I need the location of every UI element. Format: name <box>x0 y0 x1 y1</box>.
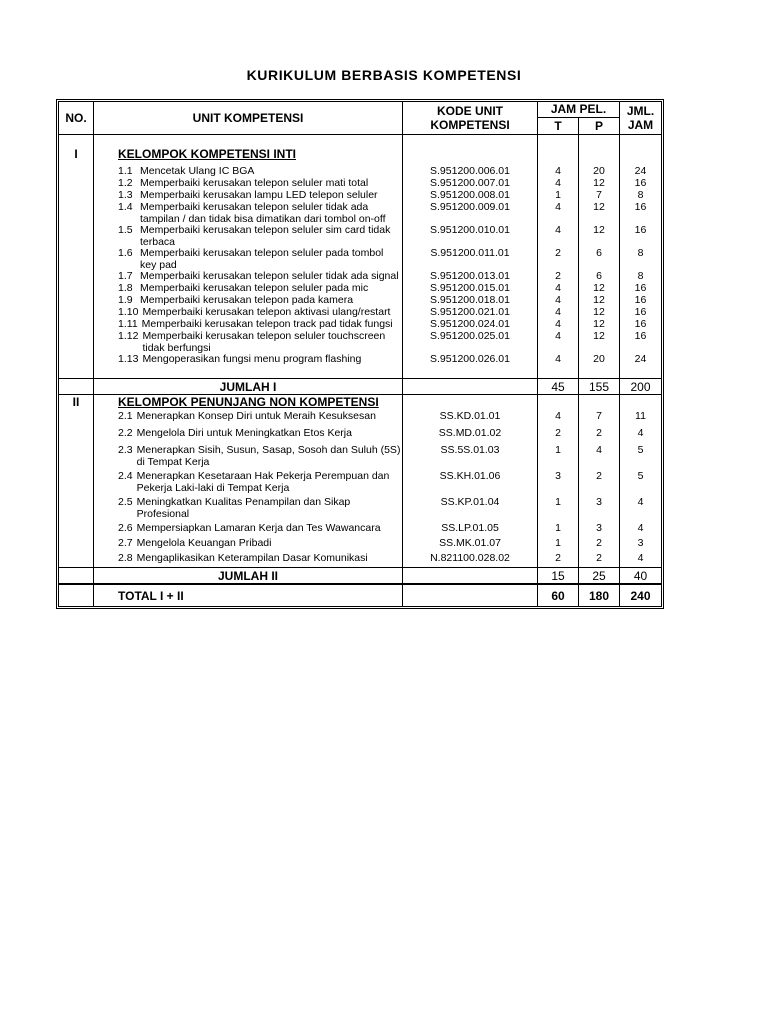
hours-total: 5 <box>637 444 644 456</box>
subtotal-total: 40 <box>620 567 661 584</box>
unit-cell <box>94 553 403 565</box>
empty-cell <box>403 567 538 584</box>
hours-practice: 7 <box>579 190 620 202</box>
section-title: KELOMPOK PENUNJANG NON KOMPETENSI <box>118 395 379 409</box>
table-row <box>59 497 661 520</box>
unit-code: S.951200.025.01 <box>403 331 538 354</box>
table-header-row <box>59 102 661 135</box>
header-kode: KODE UNIT KOMPETENSI <box>403 102 538 135</box>
unit-code: SS.KP.01.04 <box>403 497 538 520</box>
unit-code: SS.MK.01.07 <box>403 538 538 550</box>
hours-practice: 12 <box>579 319 620 331</box>
hours-total: 4 <box>637 552 644 564</box>
table-row <box>59 445 661 468</box>
unit-cell <box>94 471 403 494</box>
unit-description: Memperbaiki kerusakan lampu LED telepon seluler <box>140 189 378 201</box>
unit-description: Memperbaiki kerusakan telepon seluler pada mic <box>140 282 369 294</box>
unit-code: SS.KD.01.01 <box>403 411 538 423</box>
hours-practice: 12 <box>579 295 620 307</box>
table-row <box>59 225 661 248</box>
unit-number: 1.9 <box>118 294 133 306</box>
empty-cell <box>59 523 94 535</box>
unit-code: S.951200.006.01 <box>403 166 538 178</box>
spacer-cell <box>579 366 620 378</box>
spacer-cell <box>579 135 620 147</box>
hours-practice: 2 <box>579 471 620 494</box>
unit-number: 1.2 <box>118 177 133 189</box>
hours-total: 16 <box>634 294 647 306</box>
empty-cell <box>59 202 94 225</box>
unit-description: Mempersiapkan Lamaran Kerja dan Tes Wawancara <box>136 522 381 534</box>
unit-number: 1.1 <box>118 165 133 177</box>
hours-total: 3 <box>637 537 644 549</box>
empty-cell <box>59 331 94 354</box>
unit-cell <box>94 354 403 366</box>
hours-total: 16 <box>634 177 647 189</box>
hours-theory: 2 <box>538 248 579 271</box>
hours-theory: 4 <box>538 283 579 295</box>
table-row <box>59 471 661 494</box>
spacer-cell <box>94 135 403 147</box>
subtotal-row <box>59 378 661 395</box>
empty-cell <box>59 178 94 190</box>
section-number: I <box>59 147 94 161</box>
grand-total-label: TOTAL I + II <box>94 584 403 606</box>
unit-cell <box>94 428 403 440</box>
hours-theory: 1 <box>538 497 579 520</box>
unit-description: Memperbaiki kerusakan telepon track pad tidak fungsi <box>141 318 393 330</box>
unit-number: 1.12 <box>118 330 139 342</box>
hours-theory: 1 <box>538 538 579 550</box>
hours-theory: 4 <box>538 354 579 366</box>
empty-cell <box>59 295 94 307</box>
subtotal-theory: 15 <box>538 567 579 584</box>
hours-total: 4 <box>637 496 644 508</box>
unit-number: 2.8 <box>118 552 133 564</box>
spacer-cell <box>538 366 579 378</box>
hours-total: 5 <box>637 470 644 482</box>
unit-code: SS.5S.01.03 <box>403 445 538 468</box>
table-row <box>59 248 661 271</box>
unit-description: Menerapkan Kesetaraan Hak Pekerja Perempuan dan Pekerja Laki-laki di Tempat Kerja <box>136 470 390 494</box>
hours-practice: 12 <box>579 307 620 319</box>
unit-code: S.951200.013.01 <box>403 271 538 283</box>
hours-theory: 4 <box>538 202 579 225</box>
unit-description: Menerapkan Sisih, Susun, Sasap, Sosoh dan Suluh (5S) di Tempat Kerja <box>136 444 401 468</box>
table-row <box>59 411 661 423</box>
empty-cell <box>59 378 94 395</box>
hours-theory: 4 <box>538 331 579 354</box>
unit-description: Mengaplikasikan Keterampilan Dasar Komunikasi <box>136 552 368 564</box>
hours-practice: 3 <box>579 497 620 520</box>
empty-cell <box>59 445 94 468</box>
spacer-row <box>59 366 661 378</box>
header-no: NO. <box>59 102 94 135</box>
unit-description: Memperbaiki kerusakan telepon seluler pada tombol key pad <box>140 247 384 271</box>
hours-theory: 1 <box>538 523 579 535</box>
table-row <box>59 428 661 440</box>
unit-code: S.951200.018.01 <box>403 295 538 307</box>
unit-number: 2.5 <box>118 496 133 508</box>
unit-number: 1.4 <box>118 201 133 213</box>
unit-description: Mengelola Keuangan Pribadi <box>136 537 272 549</box>
hours-theory: 4 <box>538 319 579 331</box>
header-jam-pel-label: JAM PEL. <box>538 102 619 118</box>
unit-cell <box>94 202 403 225</box>
unit-description: Memperbaiki kerusakan telepon seluler sim card tidak terbaca <box>140 224 391 248</box>
subtotal-label: JUMLAH I <box>94 378 403 395</box>
unit-code: S.951200.010.01 <box>403 225 538 248</box>
unit-number: 1.6 <box>118 247 133 259</box>
empty-cell <box>59 584 94 606</box>
hours-total: 24 <box>634 165 647 177</box>
hours-total: 11 <box>635 410 646 422</box>
subtotal-practice: 25 <box>579 567 620 584</box>
curriculum-table <box>56 99 664 609</box>
hours-total: 4 <box>637 522 644 534</box>
hours-theory: 1 <box>538 190 579 202</box>
grand-total-row <box>59 584 661 606</box>
empty-cell <box>59 319 94 331</box>
hours-total: 4 <box>637 427 644 439</box>
spacer-cell <box>403 135 538 147</box>
header-t: T <box>538 118 579 134</box>
empty-cell <box>538 395 579 409</box>
hours-total: 16 <box>634 282 647 294</box>
empty-cell <box>59 190 94 202</box>
empty-cell <box>403 378 538 395</box>
table-row <box>59 553 661 565</box>
hours-practice: 6 <box>579 248 620 271</box>
unit-description: Mengelola Diri untuk Meningkatkan Etos Kerja <box>136 427 352 439</box>
unit-description: Mencetak Ulang IC BGA <box>140 165 255 177</box>
spacer-row <box>59 135 661 147</box>
table-row <box>59 354 661 366</box>
hours-theory: 3 <box>538 471 579 494</box>
unit-cell <box>94 445 403 468</box>
table-row <box>59 202 661 225</box>
unit-description: Mengoperasikan fungsi menu program flashing <box>142 353 362 365</box>
empty-cell <box>59 471 94 494</box>
section-number: II <box>59 395 94 409</box>
hours-practice: 3 <box>579 523 620 535</box>
hours-total: 8 <box>637 247 644 259</box>
unit-number: 1.5 <box>118 224 133 236</box>
unit-description: Meningkatkan Kualitas Penampilan dan Sikap Profesional <box>136 496 351 520</box>
unit-description: Memperbaiki kerusakan telepon seluler tidak ada signal <box>140 270 399 282</box>
unit-number: 1.8 <box>118 282 133 294</box>
grand-total-hours: 240 <box>620 584 661 606</box>
hours-practice: 6 <box>579 271 620 283</box>
hours-practice: 2 <box>579 428 620 440</box>
unit-cell <box>94 331 403 354</box>
hours-total: 24 <box>634 353 647 365</box>
hours-theory: 1 <box>538 445 579 468</box>
table-row <box>59 523 661 535</box>
hours-practice: 20 <box>579 354 620 366</box>
empty-cell <box>59 166 94 178</box>
spacer-cell <box>94 366 403 378</box>
header-jam-pel <box>538 102 620 135</box>
unit-code: S.951200.021.01 <box>403 307 538 319</box>
unit-number: 2.4 <box>118 470 133 482</box>
empty-cell <box>620 395 661 409</box>
section-title-cell <box>94 395 403 409</box>
subtotal-row <box>59 567 661 584</box>
unit-code: S.951200.026.01 <box>403 354 538 366</box>
hours-theory: 2 <box>538 553 579 565</box>
unit-number: 2.7 <box>118 537 133 549</box>
hours-total: 16 <box>634 306 647 318</box>
unit-cell <box>94 497 403 520</box>
empty-cell <box>59 538 94 550</box>
hours-theory: 2 <box>538 271 579 283</box>
subtotal-total: 200 <box>620 378 661 395</box>
spacer-cell <box>403 366 538 378</box>
unit-number: 2.2 <box>118 427 133 439</box>
empty-cell <box>620 147 661 161</box>
hours-practice: 7 <box>579 411 620 423</box>
document-title: KURIKULUM BERBASIS KOMPETENSI <box>246 67 522 83</box>
spacer-cell <box>59 366 94 378</box>
section-title: KELOMPOK KOMPETENSI INTI <box>118 147 297 161</box>
empty-cell <box>59 411 94 423</box>
unit-code: S.951200.015.01 <box>403 283 538 295</box>
section-row <box>59 147 661 161</box>
unit-number: 1.13 <box>118 353 139 365</box>
empty-cell <box>579 147 620 161</box>
hours-theory: 4 <box>538 166 579 178</box>
section-row <box>59 395 661 409</box>
table-row <box>59 331 661 354</box>
hours-total: 16 <box>634 201 647 213</box>
hours-theory: 4 <box>538 225 579 248</box>
hours-total: 8 <box>637 270 644 282</box>
unit-description: Menerapkan Konsep Diri untuk Meraih Kesuksesan <box>136 410 376 422</box>
subtotal-theory: 45 <box>538 378 579 395</box>
section-title-cell <box>94 147 403 161</box>
spacer-cell <box>620 135 661 147</box>
unit-number: 2.1 <box>118 410 133 422</box>
unit-description: Memperbaiki kerusakan telepon seluler tidak ada tampilan / dan tidak bisa dimatikan dari tombol on-off <box>140 201 386 225</box>
hours-practice: 12 <box>579 202 620 225</box>
hours-practice: 12 <box>579 178 620 190</box>
unit-number: 1.7 <box>118 270 133 282</box>
unit-code: N.821100.028.02 <box>403 553 538 565</box>
hours-theory: 4 <box>538 411 579 423</box>
unit-cell <box>94 411 403 423</box>
hours-practice: 4 <box>579 445 620 468</box>
hours-theory: 4 <box>538 295 579 307</box>
empty-cell <box>59 248 94 271</box>
hours-theory: 4 <box>538 178 579 190</box>
empty-cell <box>59 497 94 520</box>
unit-cell <box>94 248 403 271</box>
unit-cell <box>94 538 403 550</box>
unit-cell <box>94 523 403 535</box>
hours-theory: 2 <box>538 428 579 440</box>
hours-total: 16 <box>634 318 647 330</box>
hours-practice: 2 <box>579 538 620 550</box>
header-unit: UNIT KOMPETENSI <box>94 102 403 135</box>
hours-theory: 4 <box>538 307 579 319</box>
table-row <box>59 538 661 550</box>
unit-number: 1.3 <box>118 189 133 201</box>
spacer-cell <box>59 135 94 147</box>
header-jml-jam: JML. JAM <box>620 102 661 135</box>
empty-cell <box>403 147 538 161</box>
hours-practice: 12 <box>579 331 620 354</box>
unit-code: S.951200.009.01 <box>403 202 538 225</box>
unit-code: SS.KH.01.06 <box>403 471 538 494</box>
empty-cell <box>579 395 620 409</box>
unit-description: Memperbaiki kerusakan telepon aktivasi ulang/restart <box>142 306 391 318</box>
hours-practice: 20 <box>579 166 620 178</box>
header-p: P <box>594 119 603 133</box>
empty-cell <box>59 567 94 584</box>
empty-cell <box>403 584 538 606</box>
empty-cell <box>59 283 94 295</box>
unit-description: Memperbaiki kerusakan telepon seluler touchscreen tidak berfungsi <box>142 330 386 354</box>
empty-cell <box>538 147 579 161</box>
empty-cell <box>59 354 94 366</box>
unit-code: SS.LP.01.05 <box>403 523 538 535</box>
spacer-cell <box>620 366 661 378</box>
unit-code: S.951200.011.01 <box>403 248 538 271</box>
empty-cell <box>403 395 538 409</box>
unit-number: 2.6 <box>118 522 133 534</box>
hours-practice: 12 <box>579 283 620 295</box>
unit-code: S.951200.008.01 <box>403 190 538 202</box>
unit-number: 1.11 <box>118 318 138 330</box>
hours-practice: 12 <box>579 225 620 248</box>
grand-total-practice: 180 <box>579 584 620 606</box>
unit-code: S.951200.024.01 <box>403 319 538 331</box>
subtotal-practice: 155 <box>579 378 620 395</box>
empty-cell <box>59 225 94 248</box>
subtotal-label: JUMLAH II <box>94 567 403 584</box>
empty-cell <box>59 307 94 319</box>
spacer-cell <box>538 135 579 147</box>
empty-cell <box>59 428 94 440</box>
empty-cell <box>59 271 94 283</box>
hours-total: 16 <box>634 330 647 342</box>
grand-total-theory: 60 <box>538 584 579 606</box>
unit-description: Memperbaiki kerusakan telepon pada kamera <box>140 294 354 306</box>
unit-number: 1.10 <box>118 306 139 318</box>
hours-total: 8 <box>637 189 644 201</box>
hours-practice: 2 <box>579 553 620 565</box>
unit-code: S.951200.007.01 <box>403 178 538 190</box>
unit-number: 2.3 <box>118 444 133 456</box>
empty-cell <box>59 553 94 565</box>
unit-code: SS.MD.01.02 <box>403 428 538 440</box>
unit-cell <box>94 225 403 248</box>
hours-total: 16 <box>634 224 647 236</box>
unit-description: Memperbaiki kerusakan telepon seluler mati total <box>140 177 369 189</box>
